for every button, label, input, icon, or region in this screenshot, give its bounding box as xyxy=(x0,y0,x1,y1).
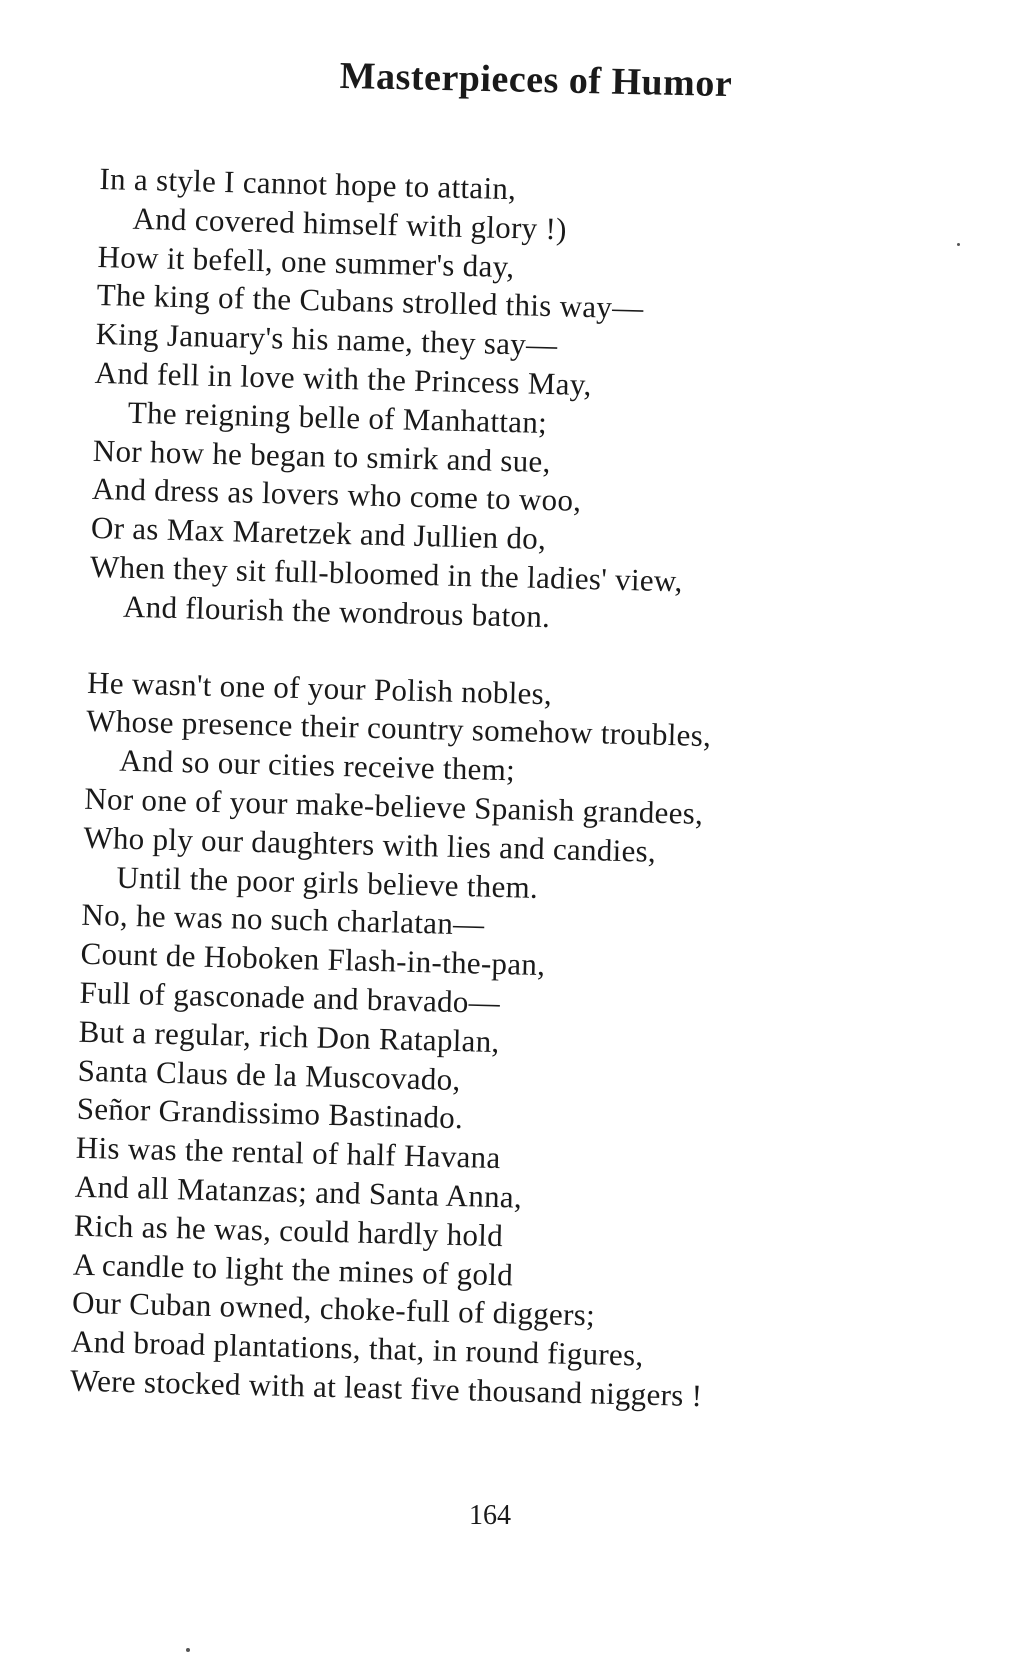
verse-line: Full of gasconade and bravado— xyxy=(79,974,501,1020)
verse-line: Count de Hoboken Flash-in-the-pan, xyxy=(80,935,546,983)
running-title: Masterpieces of Humor xyxy=(339,54,733,106)
verse-line: And fell in love with the Princess May, xyxy=(94,354,593,403)
verse-line: Until the poor girls believe them. xyxy=(116,859,539,905)
verse-line: No, he was no such charlatan— xyxy=(81,897,485,942)
verse-line: A candle to light the mines of gold xyxy=(72,1246,514,1292)
verse-line: In a style I cannot hope to attain, xyxy=(99,160,517,207)
verse-line: He wasn't one of your Polish nobles, xyxy=(86,664,553,711)
verse-line: Señor Grandissimo Bastinado. xyxy=(76,1091,464,1136)
verse-line: Santa Claus de la Muscovado, xyxy=(77,1052,462,1097)
verse-line: And so our cities receive them; xyxy=(118,742,516,788)
verse-line: His was the rental of half Havana xyxy=(75,1129,501,1176)
verse-line: The king of the Cubans strolled this way— xyxy=(96,277,644,326)
verse-line: Our Cuban owned, choke-full of diggers; xyxy=(71,1284,596,1333)
poem-body xyxy=(70,160,1000,1422)
verse-line: The reigning belle of Manhattan; xyxy=(127,394,548,440)
verse-line: Who ply our daughters with lies and candies, xyxy=(83,819,657,869)
stanza xyxy=(70,663,988,1422)
verse-line: And flourish the wondrous baton. xyxy=(122,588,551,634)
verse-line: King January's his name, they say— xyxy=(95,316,558,363)
verse-line: Nor one of your make-believe Spanish grandees, xyxy=(83,780,704,831)
stanza xyxy=(89,160,1000,647)
verse-line: And dress as lovers who come to woo, xyxy=(91,471,582,519)
verse-line: Or as Max Maretzek and Jullien do, xyxy=(90,510,547,557)
page-number: 164 xyxy=(469,1500,511,1531)
verse-line: Whose presence their country somehow troubles, xyxy=(85,703,712,754)
verse-line: How it befell, one summer's day, xyxy=(97,238,515,284)
verse-line: Rich as he was, could hardly hold xyxy=(73,1207,504,1253)
verse-line: But a regular, rich Don Rataplan, xyxy=(78,1013,501,1059)
verse-line: And all Matanzas; and Santa Anna, xyxy=(74,1168,523,1215)
print-speck xyxy=(186,1648,190,1652)
verse-line: And covered himself with glory !) xyxy=(132,200,568,247)
verse-line: Were stocked with at least five thousand niggers ! xyxy=(69,1362,703,1413)
verse-line: When they sit full-bloomed in the ladies' view, xyxy=(89,548,684,599)
print-speck xyxy=(957,243,960,246)
verse-line: And broad plantations, that, in round figures, xyxy=(70,1323,644,1373)
verse-line: Nor how he began to smirk and sue, xyxy=(92,432,552,479)
